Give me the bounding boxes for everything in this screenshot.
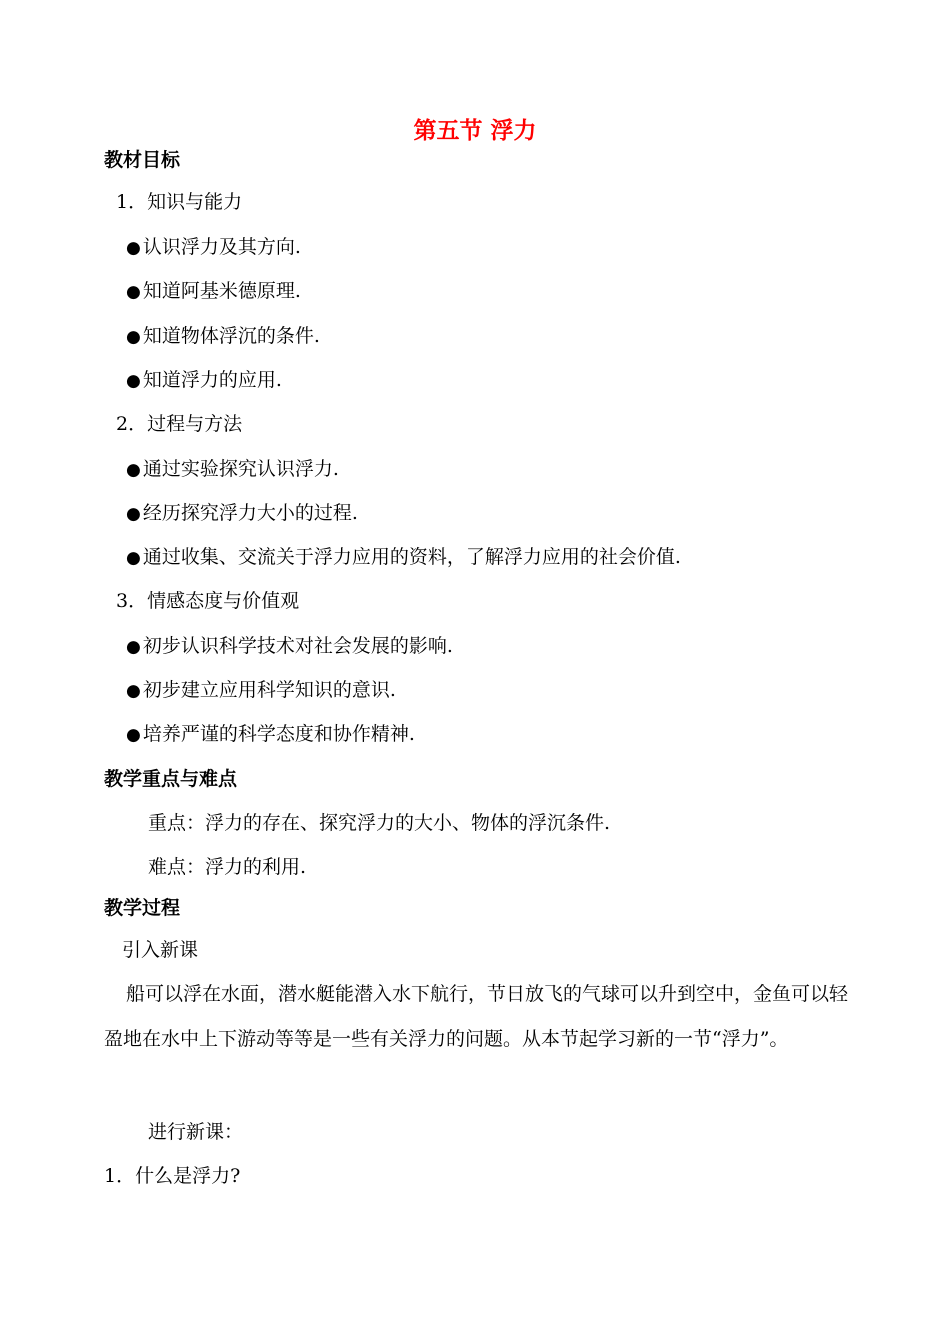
bullet-icon: ● xyxy=(126,460,141,480)
bullet-item xyxy=(126,675,396,706)
process-heading: 教学过程 xyxy=(104,897,181,919)
bullet-icon: ● xyxy=(126,282,141,302)
bullet-text: 通过实验探究认识浮力. xyxy=(142,458,339,480)
bullet-item xyxy=(126,498,358,529)
group-label-knowledge: 1．知识与能力 xyxy=(116,191,243,213)
bullet-icon: ● xyxy=(126,637,141,657)
intro-paragraph: 船可以浮在水面，潜水艇能潜入水下航行，节日放飞的气球可以升到空中，金鱼可以轻盈地在水中上下游动等等是一些有关浮力的问题。从本节起学习新的一节“浮力”。 xyxy=(104,983,849,1050)
bullet-text: 经历探究浮力大小的过程. xyxy=(142,502,358,524)
key-point-text: 重点：浮力的存在、探究浮力的大小、物体的浮沉条件. xyxy=(148,812,611,834)
document-title: 第五节 浮力 xyxy=(413,118,537,144)
objectives-heading: 教材目标 xyxy=(104,149,181,171)
group-label-attitude: 3．情感态度与价值观 xyxy=(116,590,300,612)
bullet-icon: ● xyxy=(126,504,141,524)
bullet-item xyxy=(126,276,301,307)
bullet-text: 通过收集、交流关于浮力应用的资料，了解浮力应用的社会价值. xyxy=(142,546,681,568)
bullet-item xyxy=(126,232,301,263)
bullet-item xyxy=(126,321,320,352)
bullet-item xyxy=(126,719,415,750)
key-points-heading: 教学重点与难点 xyxy=(104,768,238,790)
bullet-text: 认识浮力及其方向. xyxy=(142,236,301,258)
bullet-icon: ● xyxy=(126,548,141,568)
bullet-item xyxy=(126,631,453,662)
bullet-icon: ● xyxy=(126,681,141,701)
bullet-item xyxy=(126,542,681,573)
question-1: 1．什么是浮力? xyxy=(104,1165,241,1187)
bullet-icon: ● xyxy=(126,725,141,745)
bullet-icon: ● xyxy=(126,327,141,347)
bullet-text: 培养严谨的科学态度和协作精神. xyxy=(142,723,415,745)
bullet-text: 初步建立应用科学知识的意识. xyxy=(142,679,396,701)
group-label-process: 2．过程与方法 xyxy=(116,413,243,435)
bullet-text: 知道浮力的应用. xyxy=(142,369,282,391)
bullet-icon: ● xyxy=(126,371,141,391)
bullet-item xyxy=(126,365,282,396)
new-lesson-label: 进行新课： xyxy=(148,1121,244,1143)
intro-label: 引入新课 xyxy=(122,939,199,961)
bullet-text: 知道阿基米德原理. xyxy=(142,280,301,302)
bullet-item xyxy=(126,454,339,485)
difficult-point-text: 难点：浮力的利用. xyxy=(148,856,307,878)
bullet-icon: ● xyxy=(126,238,141,258)
bullet-text: 初步认识科学技术对社会发展的影响. xyxy=(142,635,453,657)
bullet-text: 知道物体浮沉的条件. xyxy=(142,325,320,347)
